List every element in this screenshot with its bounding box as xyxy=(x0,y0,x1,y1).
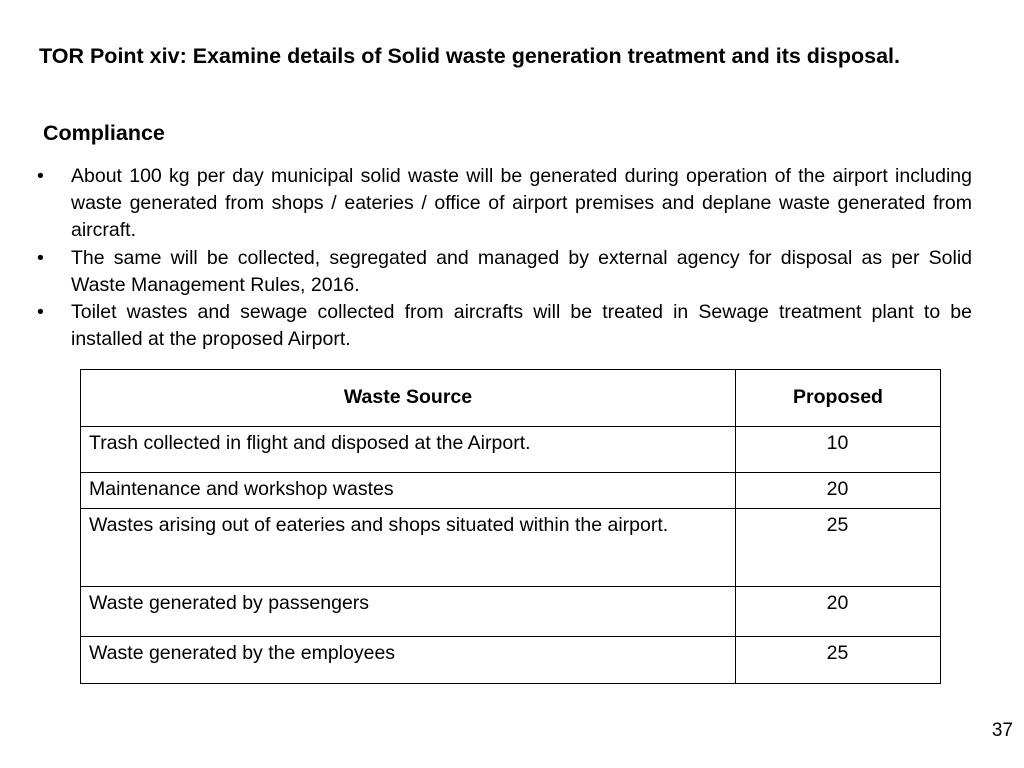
table-header-row xyxy=(81,370,941,427)
slide-title: TOR Point xiv: Examine details of Solid waste generation treatment and its disposal. xyxy=(39,44,900,68)
table-row xyxy=(81,587,941,637)
cell-proposed: 20 xyxy=(736,587,941,637)
bullet-item xyxy=(37,163,972,245)
cell-waste-source: Waste generated by passengers xyxy=(81,587,736,637)
cell-waste-source: Trash collected in flight and disposed at the Airport. xyxy=(81,427,736,473)
bullet-dot-icon: • xyxy=(37,246,44,269)
bullet-item xyxy=(37,245,972,299)
cell-waste-source: Maintenance and workshop wastes xyxy=(81,473,736,509)
cell-waste-source: Waste generated by the employees xyxy=(81,637,736,684)
bullet-dot-icon: • xyxy=(37,165,44,187)
page-number: 37 xyxy=(991,720,1013,741)
cell-proposed: 25 xyxy=(736,637,941,684)
table-row xyxy=(81,427,941,473)
bullet-text: Toilet wastes and sewage collected from aircrafts will be treated in Sewage treatment plant to be installed at the proposed Airport. xyxy=(71,301,972,351)
compliance-bullet-list xyxy=(37,163,972,353)
waste-source-table xyxy=(80,369,941,684)
header-waste-source: Waste Source xyxy=(81,370,736,427)
table-row xyxy=(81,509,941,587)
header-proposed: Proposed xyxy=(736,370,941,427)
bullet-text: The same will be collected, segregated and managed by external agency for disposal as per Solid Waste Management Rules, 2016. xyxy=(71,246,972,296)
table-row xyxy=(81,637,941,684)
cell-waste-source: Wastes arising out of eateries and shops situated within the airport. xyxy=(81,509,736,587)
cell-proposed: 25 xyxy=(736,509,941,587)
bullet-text: About 100 kg per day municipal solid waste will be generated during operation of the airport including waste generated from shops / eateries / office of airport premises and deplane waste generated from aircraft. xyxy=(71,165,972,242)
section-heading-compliance: Compliance xyxy=(43,121,165,145)
bullet-dot-icon: • xyxy=(37,301,44,324)
cell-proposed: 10 xyxy=(736,427,941,473)
table-row xyxy=(81,473,941,509)
bullet-item xyxy=(37,299,972,353)
cell-proposed: 20 xyxy=(736,473,941,509)
